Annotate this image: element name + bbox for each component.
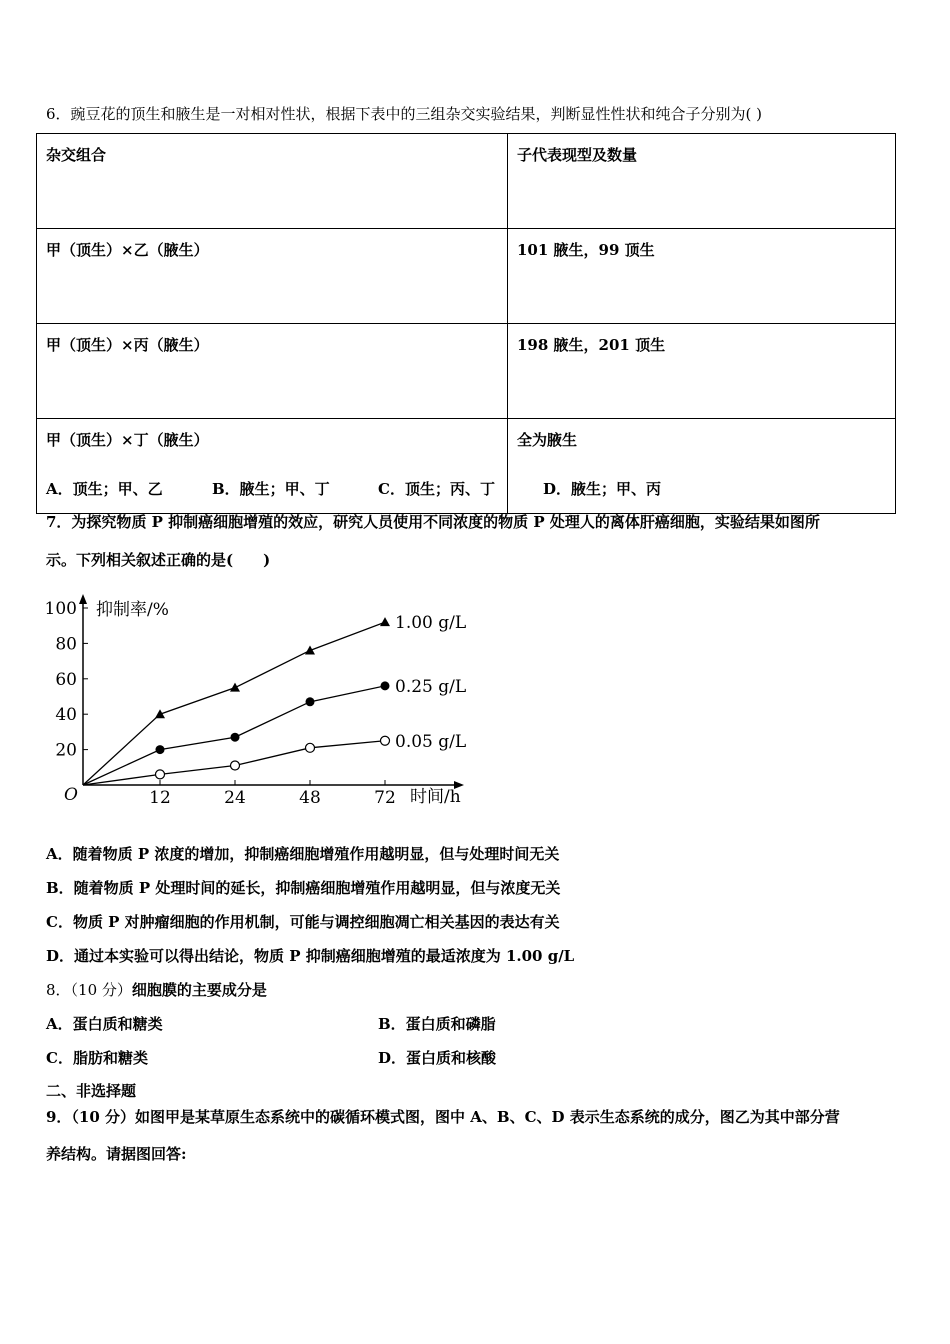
table-row — [37, 419, 896, 514]
q8-number: 8．（10 分） — [46, 981, 132, 999]
x-tick-label: 72 — [374, 788, 396, 808]
table-cell: 甲（顶生）×丁（腋生） — [37, 419, 508, 514]
y-tick-label: 20 — [55, 740, 77, 761]
data-point-filled — [156, 745, 165, 754]
origin-label: O — [64, 785, 78, 805]
table-header-cell: 杂交组合 — [37, 134, 508, 229]
q7-option-b: B．随着物质 P 处理时间的延长，抑制癌细胞增殖作用越明显，但与浓度无关 — [46, 879, 561, 897]
data-point-filled — [306, 697, 315, 706]
q7-stem-line1: 7．为探究物质 P 抑制癌细胞增殖的效应，研究人员使用不同浓度的物质 P 处理人的离体肝癌细胞，实验结果如图所 — [46, 513, 820, 531]
data-point-triangle — [380, 617, 390, 626]
table-cell: 全为腋生 — [508, 419, 896, 514]
q8-option-a: A．蛋白质和糖类 — [46, 1015, 163, 1033]
y-axis-label: 抑制率/% — [96, 600, 169, 620]
data-point-open — [156, 770, 165, 779]
data-point-filled — [381, 681, 390, 690]
data-point-open — [306, 743, 315, 752]
series-label: 0.05 g/L — [395, 731, 467, 752]
table-row — [37, 229, 896, 324]
series-label: 0.25 g/L — [395, 676, 467, 697]
q7-option-a: A．随着物质 P 浓度的增加，抑制癌细胞增殖作用越明显，但与处理时间无关 — [46, 845, 560, 863]
data-point-triangle — [305, 645, 315, 654]
section-title: 二、非选择题 — [46, 1082, 137, 1100]
y-tick-label: 40 — [55, 705, 77, 726]
table-cell: 甲（顶生）×乙（腋生） — [37, 229, 508, 324]
q6-option-a: A．顶生；甲、乙 — [46, 480, 163, 498]
x-tick-label: 48 — [299, 788, 321, 808]
q8-stem — [46, 979, 267, 1000]
table-row — [37, 324, 896, 419]
table-header-row — [37, 134, 896, 229]
q6-option-d: D．腋生；甲、丙 — [543, 480, 662, 498]
q6-option-c: C．顶生；丙、丁 — [378, 480, 495, 498]
q7-option-d: D．通过本实验可以得出结论，物质 P 抑制癌细胞增殖的最适浓度为 1.00 g/L — [46, 947, 575, 965]
data-point-triangle — [230, 683, 240, 692]
y-tick-label: 60 — [55, 669, 77, 690]
data-point-open — [381, 736, 390, 745]
series-label: 1.00 g/L — [395, 613, 467, 634]
table-cell: 甲（顶生）×丙（腋生） — [37, 324, 508, 419]
table-cell: 198 腋生，201 顶生 — [508, 324, 896, 419]
inhibition-line-chart — [40, 590, 480, 815]
y-tick-label: 100 — [44, 599, 77, 619]
data-point-open — [231, 761, 240, 770]
table-header-cell: 子代表现型及数量 — [508, 134, 896, 229]
q7-option-c: C．物质 P 对肿瘤细胞的作用机制，可能与调控细胞凋亡相关基因的表达有关 — [46, 913, 560, 931]
x-tick-label: 24 — [224, 788, 246, 808]
x-axis-label: 时间/h — [410, 787, 461, 807]
q9-stem-line1: 9．（10 分）如图甲是某草原生态系统中的碳循环模式图，图中 A、B、C、D 表示生态系统的成分，图乙为其中部分营 — [46, 1108, 840, 1126]
q8-option-c: C．脂肪和糖类 — [46, 1049, 148, 1067]
q8-option-d: D．蛋白质和核酸 — [378, 1049, 497, 1067]
cross-table — [36, 133, 896, 514]
q9-stem-line2: 养结构。请据图回答: — [46, 1145, 187, 1163]
q6-stem: 6．豌豆花的顶生和腋生是一对相对性状，根据下表中的三组杂交实验结果，判断显性性状和纯合子分别为( ) — [46, 105, 763, 123]
q7-stem-line2: 示。下列相关叙述正确的是( ) — [46, 551, 271, 569]
data-point-filled — [231, 733, 240, 742]
q8-option-b: B．蛋白质和磷脂 — [378, 1015, 496, 1033]
q6-option-b: B．腋生；甲、丁 — [212, 480, 330, 498]
table-cell: 101 腋生，99 顶生 — [508, 229, 896, 324]
q8-text: 细胞膜的主要成分是 — [131, 981, 267, 999]
y-axis-arrow — [79, 594, 87, 604]
y-tick-label: 80 — [55, 634, 77, 655]
x-tick-label: 12 — [149, 788, 171, 808]
data-point-triangle — [155, 709, 165, 718]
